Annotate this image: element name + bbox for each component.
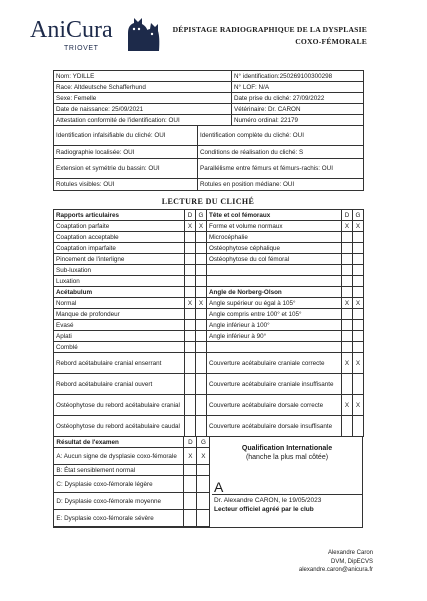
reading-row <box>54 342 364 353</box>
result-grade-label: D: Dysplasie coxo-fémorale moyenne <box>54 493 184 510</box>
left-d-mark <box>185 395 196 416</box>
quality-table <box>53 125 364 191</box>
identity-cell: Date de naissance: 25/09/2021 <box>54 104 232 115</box>
quality-cell: Identification complète du cliché: OUI <box>198 126 364 146</box>
left-d-mark <box>185 320 196 331</box>
right-criterion: Angle inférieur à 100° <box>207 320 342 331</box>
left-d-mark <box>185 331 196 342</box>
result-row <box>54 448 210 465</box>
reading-row <box>54 320 364 331</box>
result-grade-label: C: Dysplasie coxo-fémorale légère <box>54 476 184 493</box>
left-criterion: Sub-luxation <box>54 265 185 276</box>
left-criterion: Evasé <box>54 320 185 331</box>
d-label: D <box>184 437 197 448</box>
identity-cell: N° identification:250269100300298 <box>232 71 364 82</box>
right-criterion: Microcéphalie <box>207 232 342 243</box>
quality-cell: Rotules visibles: OUI <box>54 179 198 191</box>
right-criterion: Couverture acétabulaire dorsale insuffisante <box>207 416 342 437</box>
left-g-mark <box>196 331 207 342</box>
reading-row <box>54 374 364 395</box>
identity-row <box>54 93 364 104</box>
left-g-mark <box>196 320 207 331</box>
qualification-subtitle: (hanche la plus mal côtée) <box>245 454 329 461</box>
left-criterion: Ostéophytose du rebord acétabulaire cranial <box>54 395 185 416</box>
brand-subtitle: TRIOVET <box>64 45 99 52</box>
left-d-mark <box>185 243 196 254</box>
quality-cell: Rotules en position médiane: OUI <box>198 179 364 191</box>
signature-line: Dr. Alexandre CARON, le 19/05/2023 <box>214 497 322 504</box>
right-d-mark: X <box>342 353 353 374</box>
right-d-mark <box>342 265 353 276</box>
reading-row <box>54 331 364 342</box>
result-grade-label: A: Aucun signe de dysplasie coxo-fémorale <box>54 448 184 465</box>
identity-row <box>54 71 364 82</box>
right-g-mark <box>353 309 364 320</box>
document-title <box>147 25 367 46</box>
left-criterion: Coaptation acceptable <box>54 232 185 243</box>
empty-cell <box>196 287 207 298</box>
left-d-mark <box>185 353 196 374</box>
grade-value: A <box>214 479 224 495</box>
left-criterion: Ostéophytose du rebord acétabulaire caudal <box>54 416 185 437</box>
g-label: G <box>353 210 364 221</box>
identity-cell: Sexe: Femelle <box>54 93 232 104</box>
right-d-mark <box>342 320 353 331</box>
right-g-mark: X <box>353 353 364 374</box>
right-d-mark: X <box>342 298 353 309</box>
left-d-mark <box>185 232 196 243</box>
left-criterion: Rebord acétabulaire cranial ouvert <box>54 374 185 395</box>
d-label: D <box>185 210 196 221</box>
identity-cell: Vétérinaire: Dr. CARON <box>232 104 364 115</box>
result-row <box>54 465 210 476</box>
right-criterion: Angle supérieur ou égal à 105° <box>207 298 342 309</box>
result-table <box>53 436 210 527</box>
left-d-mark <box>185 265 196 276</box>
right-g-mark <box>353 265 364 276</box>
d-label: D <box>342 210 353 221</box>
right-d-mark <box>342 254 353 265</box>
quality-row <box>54 159 364 179</box>
result-row <box>54 510 210 527</box>
reading-row <box>54 416 364 437</box>
footer-name: Alexandre Caron <box>327 550 373 556</box>
left-g-mark: X <box>196 298 207 309</box>
result-d-mark: X <box>184 448 197 465</box>
left-criterion: Aplati <box>54 331 185 342</box>
right-d-mark <box>342 416 353 437</box>
left-g-mark <box>196 374 207 395</box>
result-row <box>54 493 210 510</box>
right-d-mark <box>342 331 353 342</box>
right-g-mark <box>353 254 364 265</box>
left-d-mark <box>185 254 196 265</box>
left-g-mark <box>196 395 207 416</box>
left-criterion: Rebord acétabulaire cranial enserrant <box>54 353 185 374</box>
left-criterion: Comblé <box>54 342 185 353</box>
right-criterion <box>207 276 342 287</box>
result-heading: Résultat de l'examen <box>54 437 184 448</box>
result-g-mark: X <box>197 448 210 465</box>
left-section-heading: Rapports articulaires <box>54 210 185 221</box>
identity-row <box>54 104 364 115</box>
result-block <box>53 436 363 528</box>
title-line-1: DÉPISTAGE RADIOGRAPHIQUE DE LA DYSPLASIE <box>172 25 367 34</box>
identity-row <box>54 115 364 126</box>
right-d-mark <box>342 232 353 243</box>
left-d-mark <box>185 416 196 437</box>
identity-cell: Nom: YDILLE <box>54 71 232 82</box>
identity-row <box>54 82 364 93</box>
right-g-mark: X <box>353 395 364 416</box>
right-section-heading: Tête et col fémoraux <box>207 210 342 221</box>
empty-cell <box>342 287 353 298</box>
g-label: G <box>197 437 210 448</box>
result-g-mark <box>197 510 210 527</box>
left-criterion: Coaptation imparfaite <box>54 243 185 254</box>
result-g-mark <box>197 493 210 510</box>
left-g-mark <box>196 243 207 254</box>
reading-row <box>54 276 364 287</box>
identity-cell: N° LOF: N/A <box>232 82 364 93</box>
right-g-mark <box>353 331 364 342</box>
result-grade-label: B: État sensiblement normal <box>54 465 184 476</box>
left-g-mark <box>196 309 207 320</box>
quality-row <box>54 146 364 159</box>
left-criterion: Pincement de l'interligne <box>54 254 185 265</box>
left-d-mark <box>185 276 196 287</box>
result-d-mark <box>184 493 197 510</box>
right-g-mark <box>353 276 364 287</box>
right-criterion <box>207 342 342 353</box>
left-d-mark <box>185 374 196 395</box>
quality-row <box>54 126 364 146</box>
quality-cell: Conditions de réalisation du cliché: S <box>198 146 364 159</box>
left-d-mark <box>185 342 196 353</box>
footer-email: alexandre.caron@anicura.fr <box>298 567 373 573</box>
left-d-mark: X <box>185 221 196 232</box>
identity-table <box>53 70 364 126</box>
right-d-mark <box>342 243 353 254</box>
reading-row <box>54 232 364 243</box>
right-g-mark <box>353 243 364 254</box>
right-g-mark: X <box>353 221 364 232</box>
right-criterion: Forme et volume normaux <box>207 221 342 232</box>
qualification-title: Qualification Internationale <box>241 445 333 452</box>
brand-name: AniCura <box>30 17 113 43</box>
right-criterion: Ostéophytose céphalique <box>207 243 342 254</box>
identity-cell: Race: Altdeutsche Schafferhund <box>54 82 232 93</box>
g-label: G <box>196 210 207 221</box>
reading-row <box>54 243 364 254</box>
right-g-mark <box>353 416 364 437</box>
result-d-mark <box>184 510 197 527</box>
left-criterion: Manque de profondeur <box>54 309 185 320</box>
reading-row <box>54 353 364 374</box>
left-g-mark <box>196 342 207 353</box>
right-g-mark <box>353 320 364 331</box>
quality-cell: Parallélisme entre fémurs et fémurs-rachis: OUI <box>198 159 364 179</box>
right-d-mark <box>342 276 353 287</box>
footer-degree: DVM, DipECVS <box>330 558 373 565</box>
left-criterion: Luxation <box>54 276 185 287</box>
result-header-row <box>54 437 210 448</box>
left-g-mark <box>196 353 207 374</box>
right-criterion: Angle compris entre 100° et 105° <box>207 309 342 320</box>
right-g-mark <box>353 374 364 395</box>
empty-cell <box>353 287 364 298</box>
result-d-mark <box>184 476 197 493</box>
reading-row <box>54 221 364 232</box>
left-g-mark <box>196 265 207 276</box>
reading-header-row <box>54 287 364 298</box>
left-criterion: Coaptation parfaite <box>54 221 185 232</box>
right-d-mark <box>342 374 353 395</box>
right-criterion: Couverture acétabulaire craniale correcte <box>207 353 342 374</box>
reading-row <box>54 265 364 276</box>
quality-row <box>54 179 364 191</box>
identity-cell: Attestation conformité de l'identification: OUI <box>54 115 232 126</box>
left-d-mark: X <box>185 298 196 309</box>
footer-signature <box>299 549 373 575</box>
reading-row <box>54 309 364 320</box>
left-d-mark <box>185 309 196 320</box>
right-g-mark <box>353 232 364 243</box>
reading-table <box>53 209 364 437</box>
title-line-2: COXO-FÉMORALE <box>295 37 367 46</box>
reading-row <box>54 254 364 265</box>
identity-cell: Date prise du cliché: 27/09/2022 <box>232 93 364 104</box>
right-section-heading: Angle de Norberg-Olson <box>207 287 342 298</box>
right-d-mark <box>342 342 353 353</box>
left-g-mark: X <box>196 221 207 232</box>
result-row <box>54 476 210 493</box>
reading-header-row <box>54 210 364 221</box>
left-g-mark <box>196 276 207 287</box>
result-g-mark <box>197 476 210 493</box>
right-d-mark <box>342 309 353 320</box>
quality-cell: Extension et symétrie du bassin: OUI <box>54 159 198 179</box>
left-section-heading: Acétabulum <box>54 287 185 298</box>
reading-row <box>54 395 364 416</box>
official-reader: Lecteur officiel agréé par le club <box>214 506 314 513</box>
reading-title: LECTURE DU CLICHÉ <box>161 197 255 206</box>
left-criterion: Normal <box>54 298 185 309</box>
result-d-mark <box>184 465 197 476</box>
left-g-mark <box>196 416 207 437</box>
right-criterion: Ostéophytose du col fémoral <box>207 254 342 265</box>
right-g-mark: X <box>353 298 364 309</box>
right-criterion: Angle inférieur à 90° <box>207 331 342 342</box>
empty-cell <box>185 287 196 298</box>
right-d-mark: X <box>342 395 353 416</box>
right-criterion: Couverture acétabulaire dorsale correcte <box>207 395 342 416</box>
quality-cell: Identification infalsifiable du cliché: OUI <box>54 126 198 146</box>
left-g-mark <box>196 232 207 243</box>
right-g-mark <box>353 342 364 353</box>
right-d-mark: X <box>342 221 353 232</box>
left-g-mark <box>196 254 207 265</box>
identity-cell: Numéro ordinal: 22179 <box>232 115 364 126</box>
quality-cell: Radiographie localisée: OUI <box>54 146 198 159</box>
right-criterion: Couverture acétabulaire craniale insuffisante <box>207 374 342 395</box>
right-criterion <box>207 265 342 276</box>
grade-line <box>212 494 362 495</box>
result-g-mark <box>197 465 210 476</box>
result-grade-label: E: Dysplasie coxo-fémorale sévère <box>54 510 184 527</box>
reading-row <box>54 298 364 309</box>
